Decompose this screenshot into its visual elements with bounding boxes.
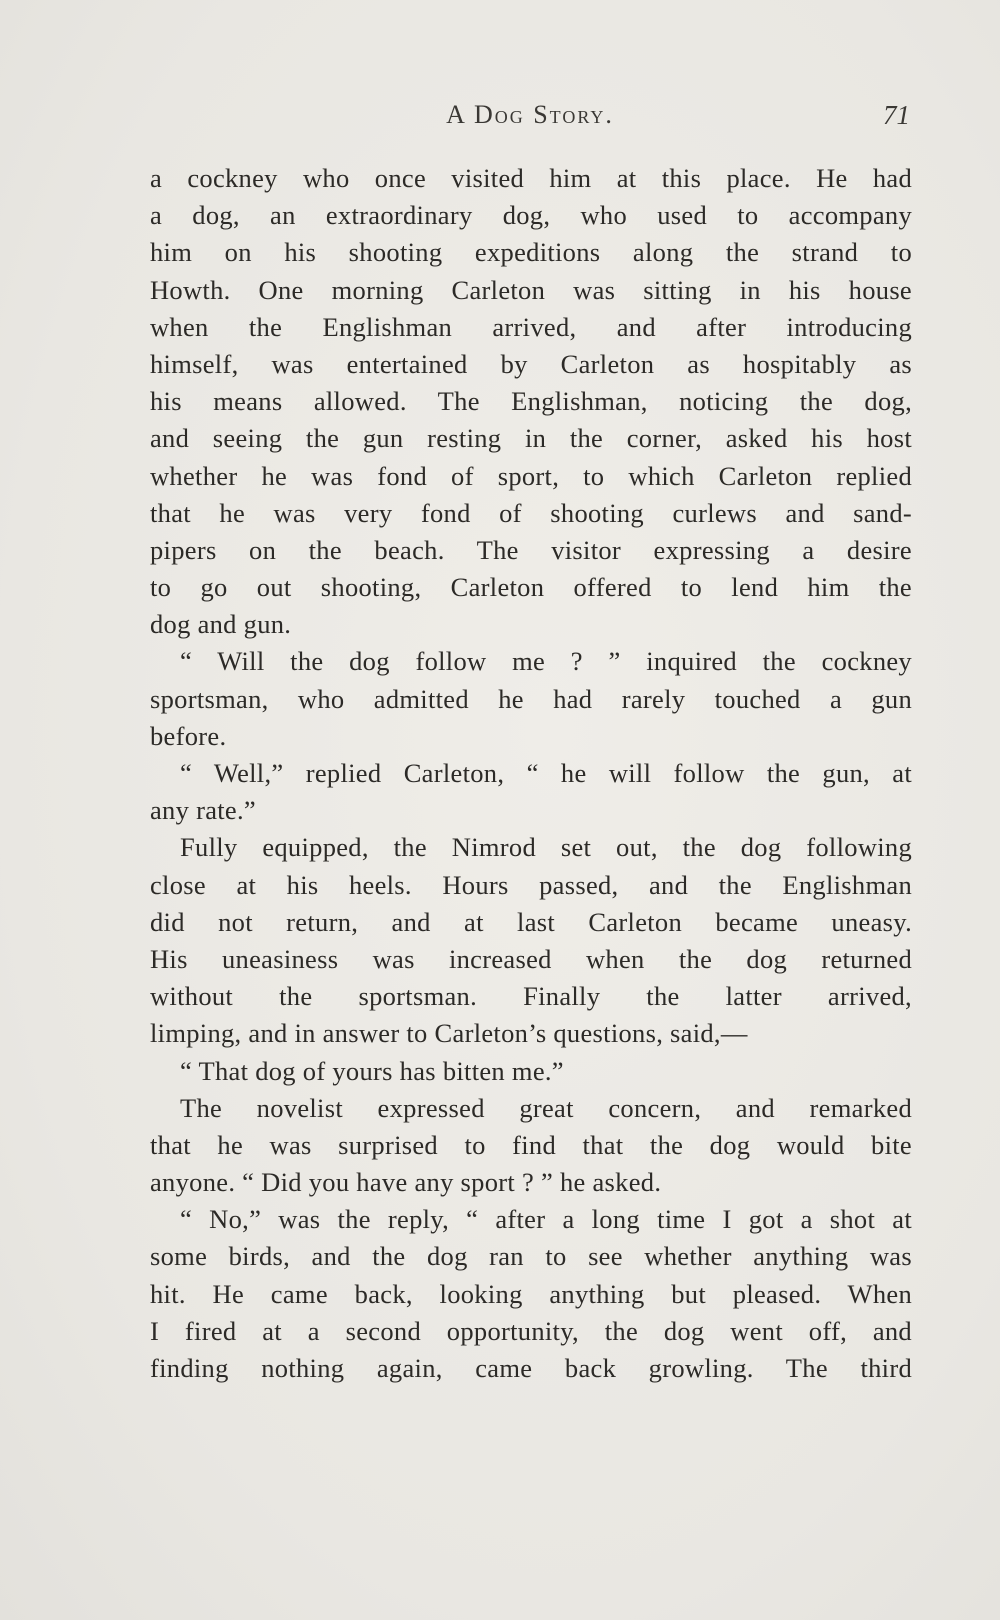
- text-line: that he was very fond of shooting curlews and sand-: [150, 497, 912, 528]
- text-line: anyone. “ Did you have any sport ? ” he asked.: [150, 1167, 662, 1198]
- text-line: a dog, an extraordinary dog, who used to accompany: [150, 200, 912, 231]
- text-line: The novelist expressed great concern, and remarked: [180, 1092, 912, 1123]
- text-line: any rate.”: [150, 795, 256, 826]
- text-line: pipers on the beach. The visitor expressing a desire: [150, 534, 912, 565]
- text-line: himself, was entertained by Carleton as hospitably as: [150, 348, 912, 379]
- text-line: some birds, and the dog ran to see whether anything was: [150, 1241, 912, 1272]
- text-line: that he was surprised to find that the dog would bite: [150, 1129, 912, 1160]
- text-line: Fully equipped, the Nimrod set out, the dog following: [180, 832, 912, 863]
- text-line: a cockney who once visited him at this place. He had: [150, 163, 912, 193]
- text-line: without the sportsman. Finally the latter arrived,: [150, 981, 912, 1012]
- text-line: to go out shooting, Carleton offered to lend him the: [150, 572, 912, 603]
- text-line: dog and gun.: [150, 609, 292, 640]
- running-head: [150, 100, 910, 140]
- text-line: Howth. One morning Carleton was sitting in his house: [150, 274, 912, 305]
- page-number: 71: [883, 100, 910, 130]
- text-line: hit. He came back, looking anything but pleased. When: [150, 1278, 912, 1309]
- body-text: [150, 160, 912, 1387]
- running-title: A Dog Story.: [446, 100, 614, 129]
- text-line: “ No,” was the reply, “ after a long time I got a shot at: [180, 1204, 912, 1235]
- text-line: I fired at a second opportunity, the dog went off, and: [150, 1315, 912, 1346]
- text-line: limping, and in answer to Carleton’s questions, said,—: [150, 1018, 748, 1049]
- text-line: sportsman, who admitted he had rarely touched a gun: [150, 683, 912, 714]
- text-line: finding nothing again, came back growling. The third: [150, 1353, 912, 1383]
- text-line: his means allowed. The Englishman, noticing the dog,: [150, 386, 912, 417]
- text-line: His uneasiness was increased when the dog returned: [150, 943, 912, 974]
- text-line: before.: [150, 720, 227, 751]
- text-line: did not return, and at last Carleton became uneasy.: [150, 906, 912, 937]
- text-line: close at his heels. Hours passed, and the Englishman: [150, 869, 912, 900]
- text-line: “ Well,” replied Carleton, “ he will follow the gun, at: [180, 758, 912, 788]
- text-line: whether he was fond of sport, to which Carleton replied: [150, 460, 912, 491]
- text-line: him on his shooting expeditions along the strand to: [150, 237, 912, 268]
- text-line: “ Will the dog follow me ? ” inquired the cockney: [180, 646, 912, 677]
- text-line: “ That dog of yours has bitten me.”: [180, 1055, 564, 1086]
- text-line: when the Englishman arrived, and after introducing: [150, 311, 912, 342]
- text-line: and seeing the gun resting in the corner, asked his host: [150, 423, 912, 454]
